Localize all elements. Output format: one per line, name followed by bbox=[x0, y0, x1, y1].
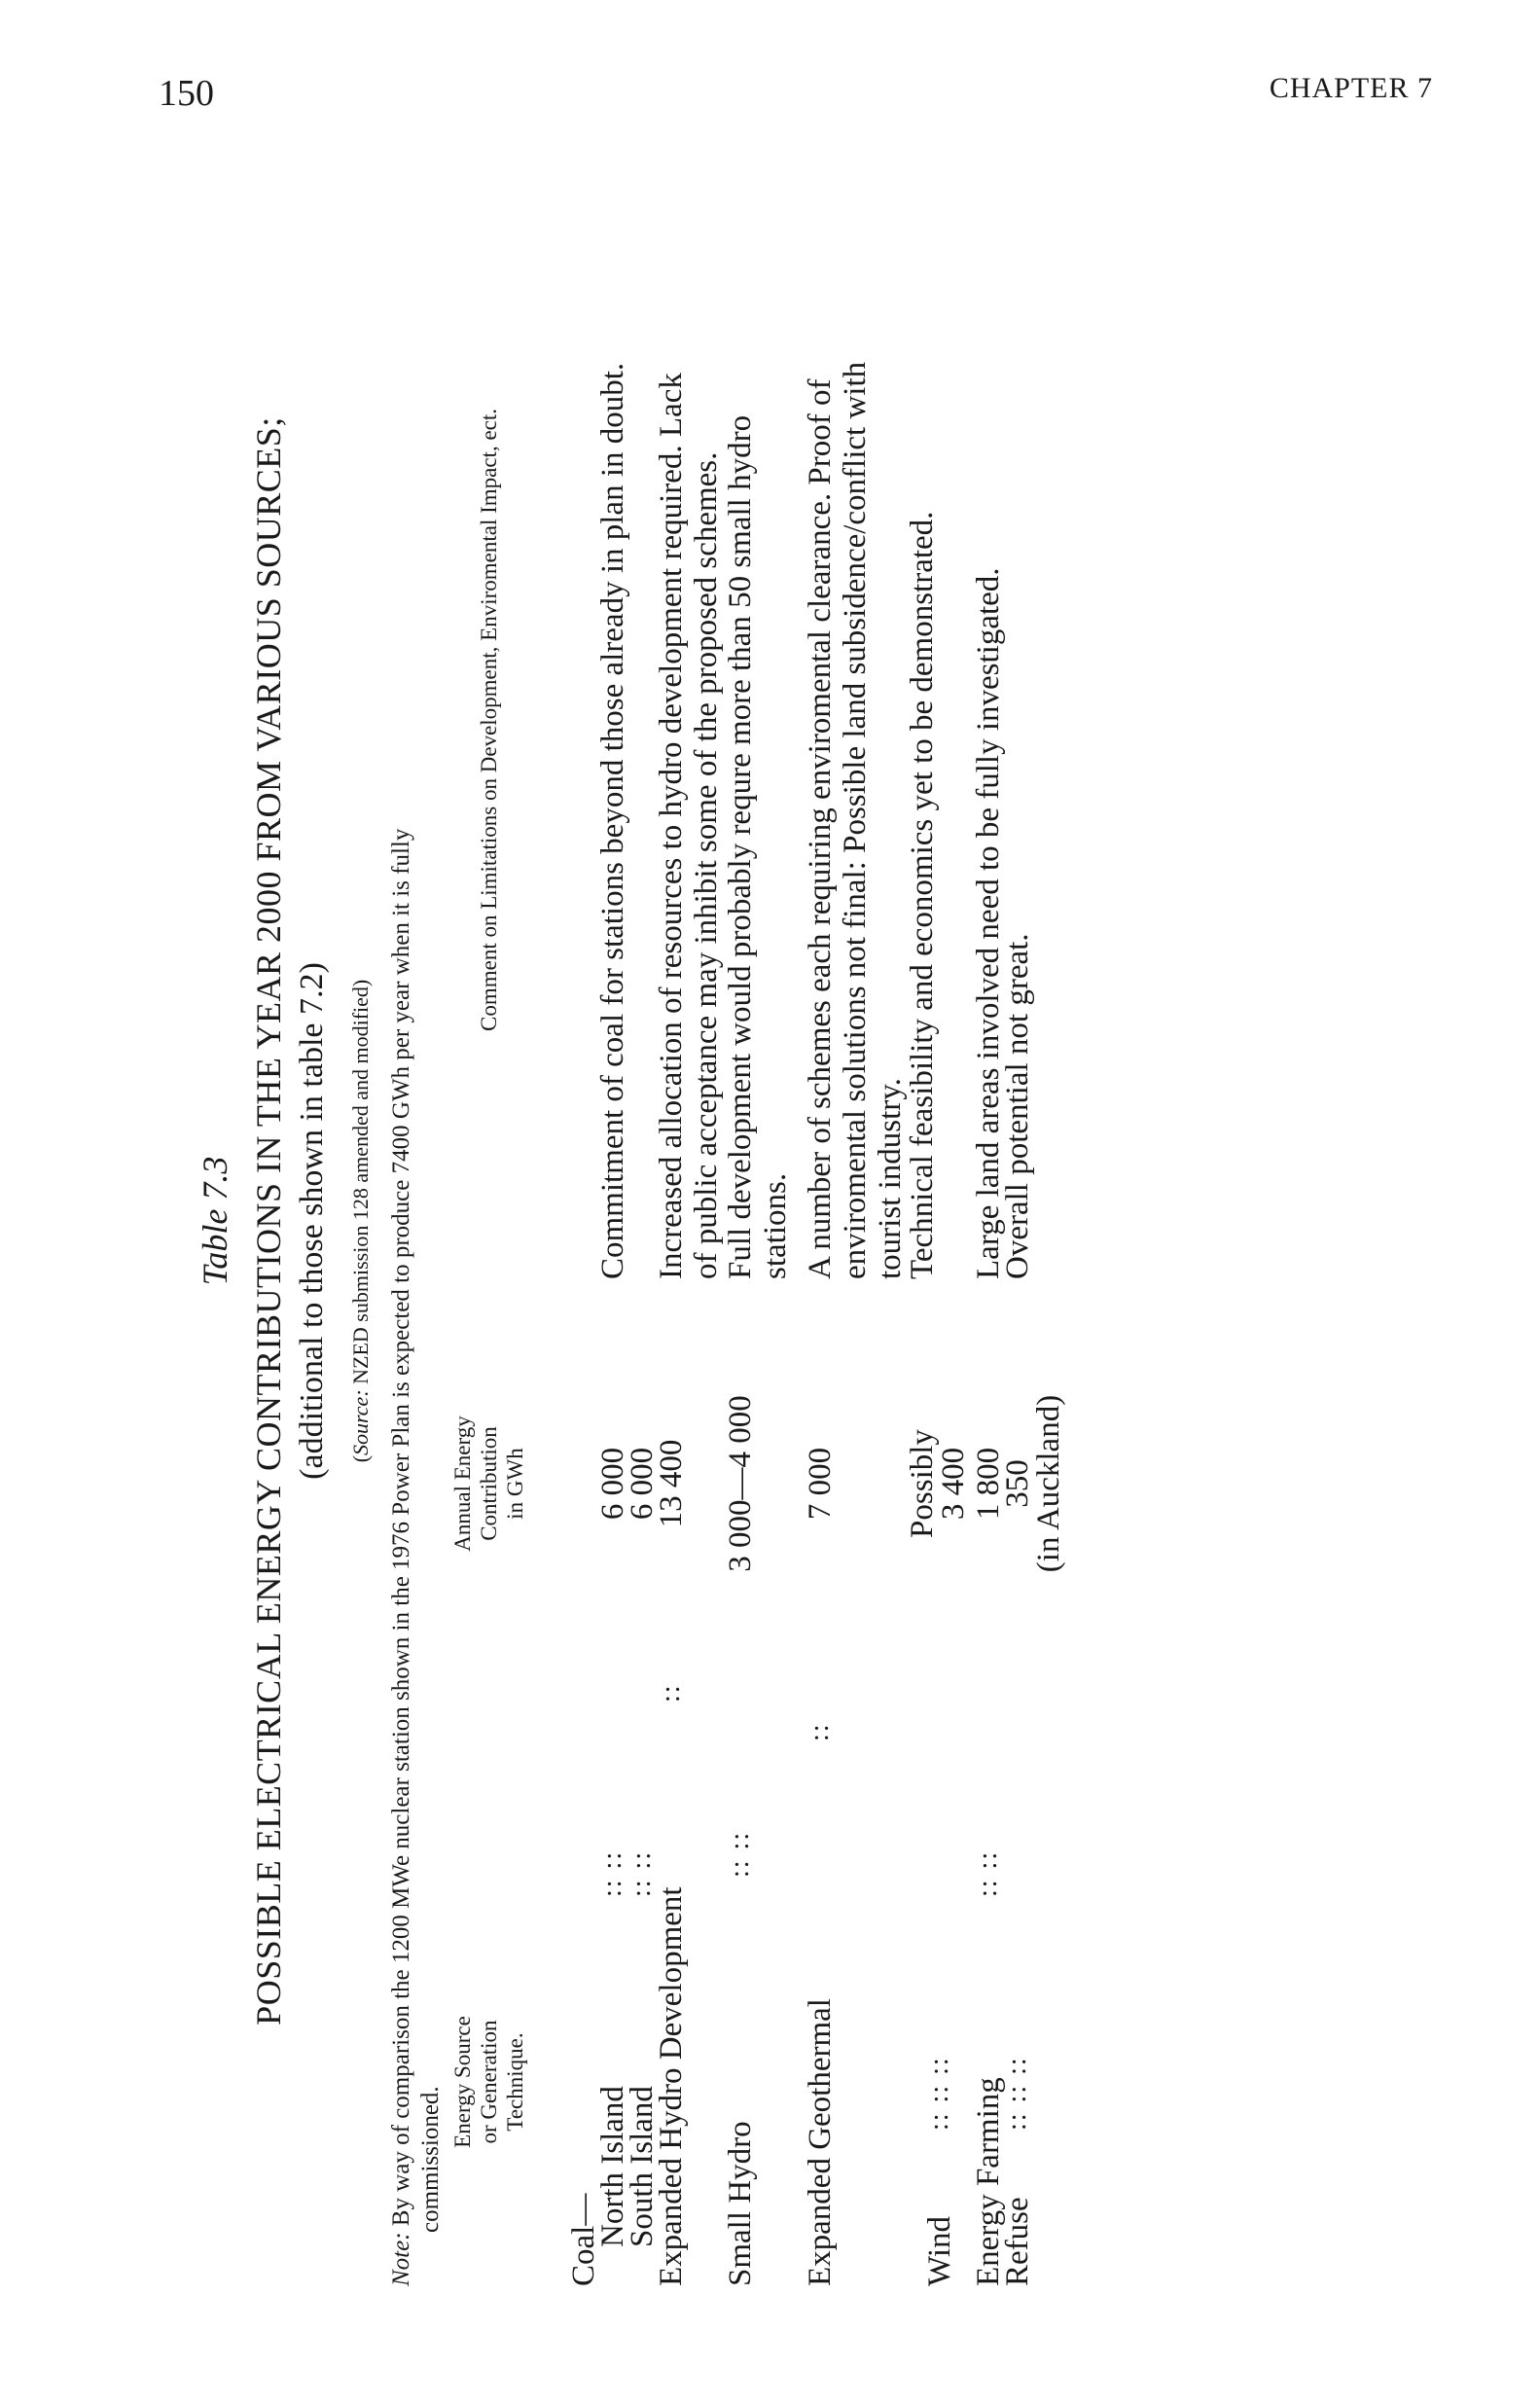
leader-dots: :: :: bbox=[627, 1849, 657, 1897]
source-cell: Wind bbox=[922, 2216, 957, 2286]
comment-cell: Large land areas involved need to be fully investigated. bbox=[971, 567, 1006, 1279]
header-comment: Comment on Limitations on Development, Enviromental Impact, ect. bbox=[477, 408, 501, 1032]
value-cell-note: Possibly bbox=[905, 1429, 940, 1538]
leader-dots: :: bbox=[656, 1683, 686, 1703]
leader-dots: :: :: :: bbox=[924, 2056, 954, 2131]
leader-dots: :: :: bbox=[725, 1830, 755, 1878]
value-cell: 3 000—4 000 bbox=[723, 1395, 758, 1572]
source-line: (Source: NZED submission 128 amended and modified) bbox=[348, 979, 373, 1463]
source-cell: Energy Farming bbox=[971, 2077, 1006, 2286]
leader-dots: :: bbox=[805, 1722, 835, 1741]
comment-cell: A number of schemes each requiring enviromental clearance. Proof of enviromental solutions not final: Possible land subsidence/conflict with tourist industry. bbox=[803, 361, 908, 1279]
leader-dots: :: :: bbox=[597, 1849, 627, 1897]
source-cell: Expanded Hydro Development bbox=[654, 1886, 689, 2286]
source-cell: North Island bbox=[595, 2086, 630, 2247]
source-text: NZED submission 128 amended and modified) bbox=[348, 979, 373, 1384]
note-text-cont: commissioned. bbox=[417, 2086, 444, 2233]
comment-cell: Increased allocation of resources to hydro development required. Lack of public acceptance may inhibit some of the proposed schemes. bbox=[654, 373, 724, 1279]
rotated-table bbox=[195, 156, 1362, 2286]
running-head: CHAPTER 7 bbox=[1269, 72, 1433, 104]
source-cell: Small Hydro bbox=[723, 2121, 758, 2286]
value-cell: 1 800 bbox=[971, 1447, 1006, 1521]
value-cell: 6 000 bbox=[625, 1447, 660, 1521]
value-cell: 6 000 bbox=[595, 1447, 630, 1521]
source-cell: South Island bbox=[625, 2086, 660, 2247]
table-note bbox=[387, 156, 446, 2286]
value-cell: 350 bbox=[1000, 1459, 1035, 1508]
note-label: Note: bbox=[388, 2232, 414, 2286]
note-text: By way of comparison the 1200 MWe nuclear station shown in the 1976 Power Plan is expected to produce 7400 GWh per year when it is fully bbox=[388, 828, 414, 2227]
table-title: POSSIBLE ELECTRICAL ENERGY CONTRIBUTIONS IN THE YEAR 2000 FROM VARIOUS SOURCES; bbox=[249, 416, 288, 2026]
value-cell-note: (in Auckland) bbox=[1031, 1394, 1066, 1573]
table-subtitle: (additional to those shown in table 7.2) bbox=[294, 962, 330, 1480]
comment-cell: Commitment of coal for stations beyond those already in plan in doubt. bbox=[595, 362, 630, 1279]
value-cell: 7 000 bbox=[803, 1447, 838, 1521]
header-annual-energy: Annual Energy Contribution in GWh bbox=[450, 1416, 527, 1552]
value-cell: 3 400 bbox=[936, 1447, 971, 1521]
source-cell: Expanded Geothermal bbox=[803, 1998, 838, 2286]
source-label: Source: bbox=[348, 1389, 373, 1455]
leader-dots: :: :: :: bbox=[1002, 2056, 1032, 2131]
header-energy-source: Energy Source or Generation Technique. bbox=[450, 2016, 527, 2148]
source-cell: Coal— bbox=[566, 2193, 601, 2286]
source-cell: Refuse bbox=[1000, 2197, 1035, 2286]
comment-cell: Full development would probably requre more than 50 small hydro stations. bbox=[723, 414, 793, 1279]
leader-dots: :: :: bbox=[973, 1849, 1003, 1897]
page-number: 150 bbox=[159, 73, 214, 114]
comment-cell: Overall potential not great. bbox=[1000, 933, 1035, 1279]
comment-cell: Technical feasibility and economics yet to be demonstrated. bbox=[905, 511, 940, 1279]
table-caption: Table 7.3 bbox=[196, 1156, 234, 1286]
value-cell: 13 400 bbox=[654, 1439, 689, 1528]
